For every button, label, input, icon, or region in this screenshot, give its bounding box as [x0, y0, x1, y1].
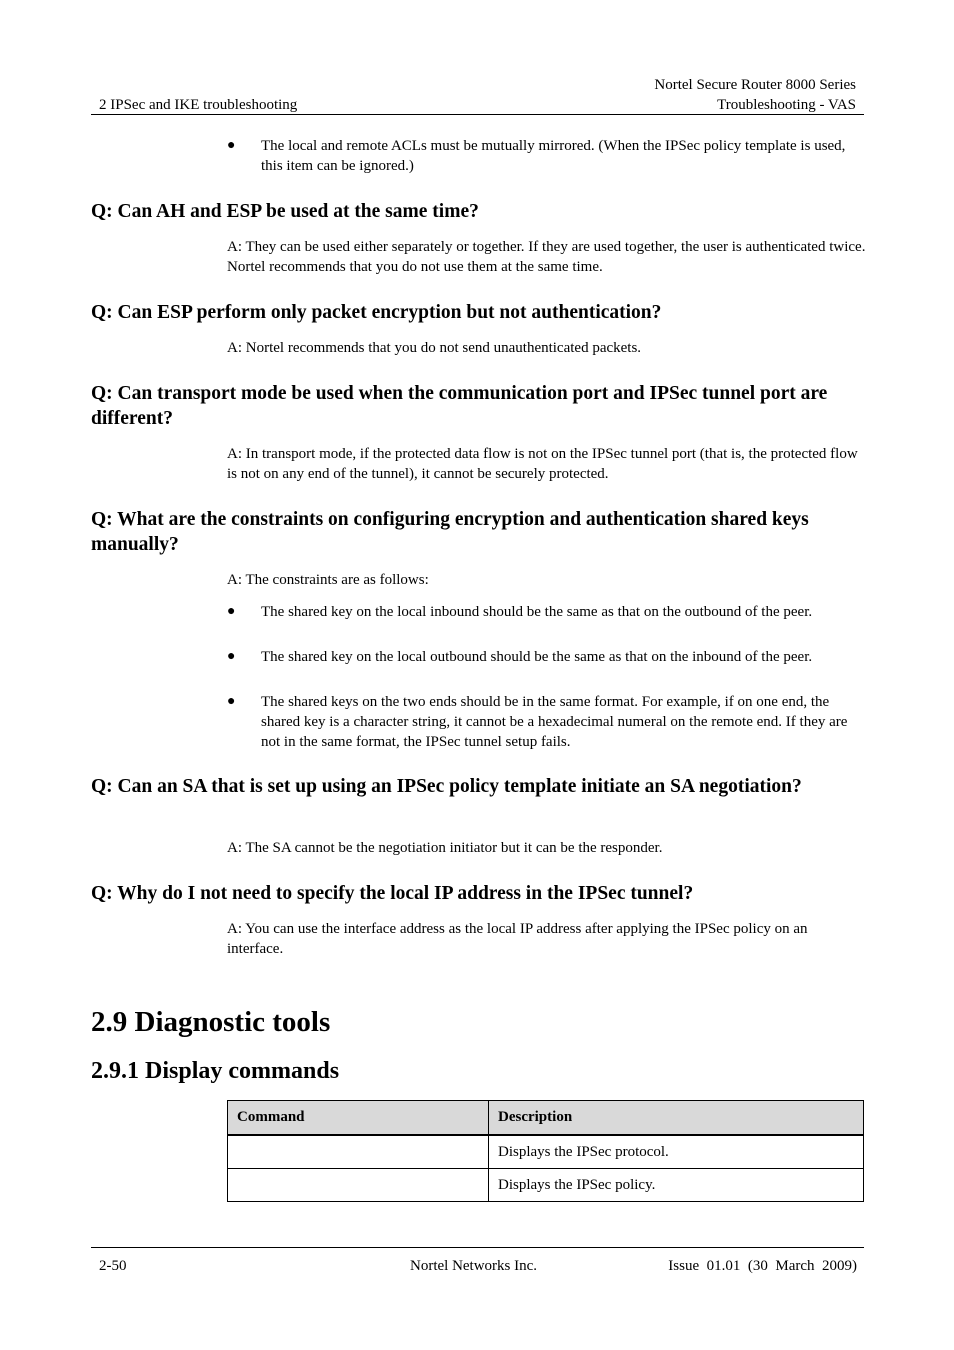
subsection-title: 2.9.1 Display commands	[91, 1058, 340, 1084]
bullet-icon: ●	[227, 649, 236, 664]
header-doc-type: Troubleshooting - VAS	[717, 97, 856, 113]
table-cell-description: Displays the IPSec protocol.	[489, 1135, 864, 1169]
footer-rule	[91, 1247, 864, 1248]
section-title: 2.9 Diagnostic tools	[91, 1006, 331, 1038]
faq-answer: A: You can use the interface address as the local IP address after applying the IPSec policy on an interface.	[227, 921, 808, 957]
faq-answer: A: In transport mode, if the protected data flow is not on the IPSec tunnel port (that is, the protected flow is not on any end of the tunnel), it cannot be securely protected.	[227, 446, 858, 482]
footer-company: Nortel Networks Inc.	[410, 1258, 538, 1274]
faq-answer: A: The constraints are as follows:	[227, 572, 429, 588]
footer-page-number: 2-50	[99, 1258, 127, 1274]
faq-answer: A: They can be used either separately or together. If they are used together, the user is authenticated twice. Nortel recommends that you do not use them at the same time.	[227, 239, 866, 275]
table-cell-command	[228, 1135, 489, 1169]
faq-answer: A: The SA cannot be the negotiation initiator but it can be the responder.	[227, 840, 663, 856]
bullet-icon: ●	[227, 604, 236, 619]
commands-table	[227, 1100, 864, 1202]
table-row	[228, 1169, 864, 1202]
bullet-icon: ●	[227, 694, 236, 709]
faq-question: Q: Can transport mode be used when the communication port and IPSec tunnel port are different?	[91, 383, 828, 429]
column-header-command: Command	[228, 1101, 489, 1136]
faq-question: Q: What are the constraints on configuring encryption and authentication shared keys manually?	[91, 509, 809, 555]
header-chapter: 2 IPSec and IKE troubleshooting	[99, 97, 298, 113]
faq-question: Q: Can ESP perform only packet encryption but not authentication?	[91, 302, 662, 323]
bullet-icon: ●	[227, 138, 236, 153]
header-rule	[91, 114, 864, 115]
table-header-row	[228, 1101, 864, 1136]
table-cell-command	[228, 1169, 489, 1202]
faq-answer: A: Nortel recommends that you do not send unauthenticated packets.	[227, 340, 642, 356]
column-header-description: Description	[489, 1101, 864, 1136]
faq-question: Q: Can AH and ESP be used at the same time?	[91, 201, 479, 222]
faq-question: Q: Why do I not need to specify the local IP address in the IPSec tunnel?	[91, 883, 694, 904]
table-row	[228, 1135, 864, 1169]
table-cell-description: Displays the IPSec policy.	[489, 1169, 864, 1202]
faq-question: Q: Can an SA that is set up using an IPSec policy template initiate an SA negotiation?	[91, 776, 802, 797]
footer-issue: Issue 01.01 (30 March 2009)	[668, 1258, 857, 1274]
header-series: Nortel Secure Router 8000 Series	[654, 77, 856, 93]
